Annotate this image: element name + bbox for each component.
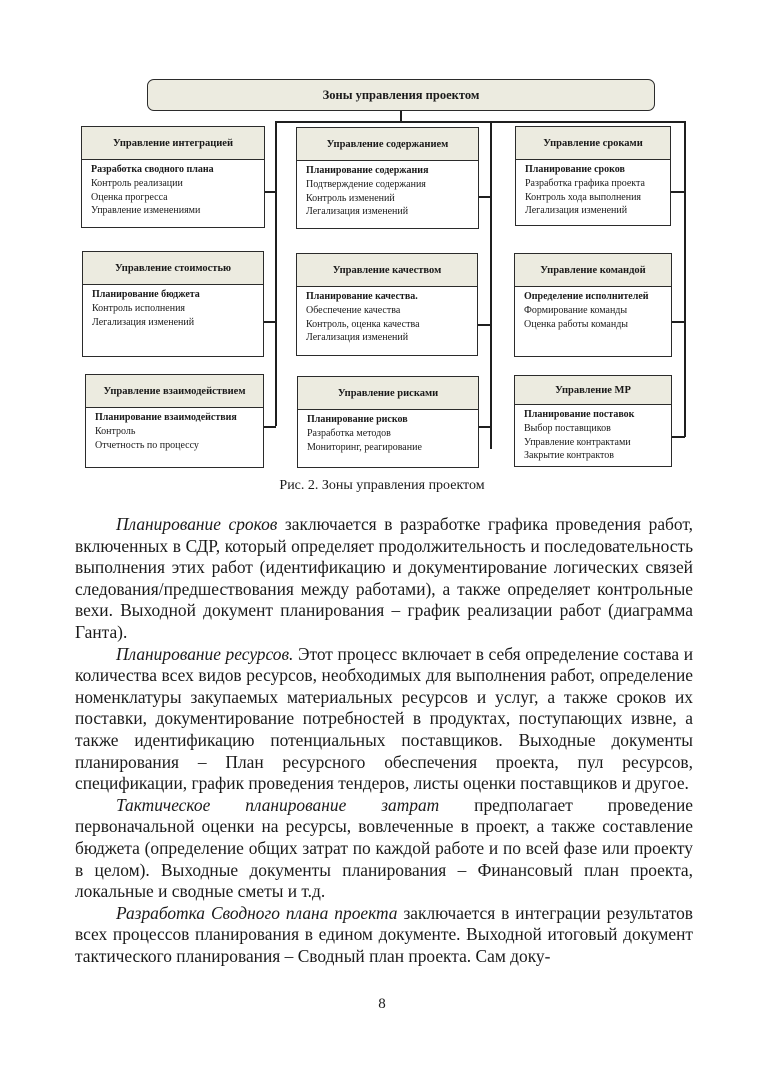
zone-scope [296, 127, 479, 229]
zone-item: Оценка работы команды [524, 318, 629, 330]
zone-item: Закрытие контрактов [524, 450, 615, 462]
zone-item: Легализация изменений [306, 206, 409, 218]
connector-left-trunk [275, 121, 277, 426]
zone-item: Контроль, оценка качества [306, 318, 420, 330]
connector-stub [670, 321, 685, 323]
zone-item: Легализация изменений [306, 332, 409, 344]
paragraph-lead: Планирование ресурсов. [116, 643, 294, 664]
project-zones-diagram [0, 0, 764, 480]
connector-stub [670, 436, 685, 438]
connector-stub [264, 191, 276, 193]
zone-procurement [514, 375, 672, 467]
zone-title: Управление содержанием [297, 128, 478, 161]
connector-stub [478, 324, 491, 326]
paragraph-lead: Планирование сроков [116, 514, 278, 534]
zone-item: Легализация изменений [92, 316, 195, 328]
zone-item: Планирование качества. [306, 291, 418, 302]
paragraph-resource-planning [75, 644, 693, 795]
zone-item: Легализация изменений [525, 205, 628, 217]
connector-top-bar [275, 121, 685, 123]
zone-item: Обеспечение качества [306, 304, 401, 316]
zone-item: Контроль реализации [91, 177, 183, 189]
zone-item: Отчетность по процессу [95, 439, 199, 451]
body-text [75, 514, 693, 967]
zone-item: Выбор поставщиков [524, 422, 611, 434]
zone-quality [296, 253, 478, 356]
paragraph-cost-planning [75, 795, 693, 903]
paragraph-text: предполагает проведение первоначальной оценки на ресурсы, вовлеченные в проект, а также составление бюджета (определение общих затрат по каждой работе и по всей фазе или проекту в целом). Выходные документы планирования – Финансовый план проекта, локальные и сводные сметы и т.д. [75, 794, 693, 902]
zone-risks [297, 376, 479, 468]
paragraph-text: заключается в разработке графика проведения работ, включенных в СДР, который определяет продолжительность и последовательность выполнения этих работ (идентификацию и документирование логических связей следования/предшествования между работами), а также определяет контрольные вехи. Выходной документ планирования – график реализации работ (диаграмма Ганта). [75, 514, 693, 642]
paragraph-text: заключается в интеграции результатов всех процессов планирования в едином документе. Выходной итоговый документ тактического планирования – Сводный план проекта. Сам доку- [75, 902, 693, 966]
zone-item: Контроль хода выполнения [525, 191, 642, 203]
zone-item: Оценка прогресса [91, 191, 168, 203]
zone-team [514, 253, 672, 357]
zone-item: Контроль [95, 425, 136, 437]
zone-title: Управление интеграцией [82, 127, 264, 160]
paragraph-master-plan [75, 903, 693, 968]
connector-mid-trunk [490, 121, 492, 449]
zone-item: Определение исполнителей [524, 291, 649, 302]
zone-item: Формирование команды [524, 304, 628, 316]
connector-stub [264, 426, 276, 428]
zone-title: Управление сроками [516, 127, 670, 160]
zone-item: Контроль исполнения [92, 302, 186, 314]
zone-title: Управление командой [515, 254, 671, 287]
zone-item: Планирование сроков [525, 164, 625, 175]
zone-item: Разработка сводного плана [91, 164, 214, 175]
zone-title: Управление МР [515, 376, 671, 405]
zone-title: Управление взаимодействием [86, 375, 263, 408]
zone-item: Разработка графика проекта [525, 177, 645, 189]
zone-item: Контроль изменений [306, 192, 395, 204]
zone-item: Управление изменениями [91, 205, 201, 217]
zone-item: Подтверждение содержания [306, 178, 426, 190]
paragraph-text: Этот процесс включает в себя определение состава и количества всех видов ресурсов, необходимых для выполнения работ, определение номенклатуры закупаемых материальных ресурсов и услуг, а также сроков их поставки, документирование потребностей в продуктах, поступающих извне, а также идентификацию потенциальных поставщиков. Выходные документы планирования – План ресурсного обеспечения проекта, пул ресурсов, спецификации, график проведения тендеров, листы оценки поставщиков и другое. [75, 643, 694, 794]
paragraph-lead: Разработка Сводного плана проекта [116, 902, 398, 923]
paragraph-lead: Тактическое планирование затрат [116, 794, 440, 815]
zone-item: Планирование бюджета [92, 289, 200, 300]
zone-cost [82, 251, 264, 357]
zone-integration [81, 126, 265, 228]
connector-right-trunk [684, 121, 686, 437]
zone-item: Разработка методов [307, 427, 391, 439]
zone-title: Управление качеством [297, 254, 477, 287]
zone-item: Планирование поставок [524, 409, 635, 420]
zone-title: Управление рисками [298, 377, 478, 410]
connector-stub [478, 426, 491, 428]
paragraph-schedule-planning [75, 514, 693, 644]
connector-stub [670, 191, 685, 193]
diagram-root-box: Зоны управления проектом [147, 79, 655, 111]
figure-caption: Рис. 2. Зоны управления проектом [279, 478, 485, 493]
zone-title: Управление стоимостью [83, 252, 263, 285]
page-number: 8 [378, 996, 386, 1012]
zone-item: Планирование рисков [307, 414, 408, 425]
zone-communications [85, 374, 264, 468]
zone-item: Планирование содержания [306, 165, 429, 176]
zone-item: Мониторинг, реагирование [307, 441, 422, 453]
zone-item: Планирование взаимодействия [95, 412, 237, 423]
connector-stub [478, 196, 491, 198]
connector-root-stem [400, 111, 402, 121]
zone-item: Управление контрактами [524, 436, 631, 448]
connector-stub [264, 321, 276, 323]
zone-schedule [515, 126, 671, 226]
